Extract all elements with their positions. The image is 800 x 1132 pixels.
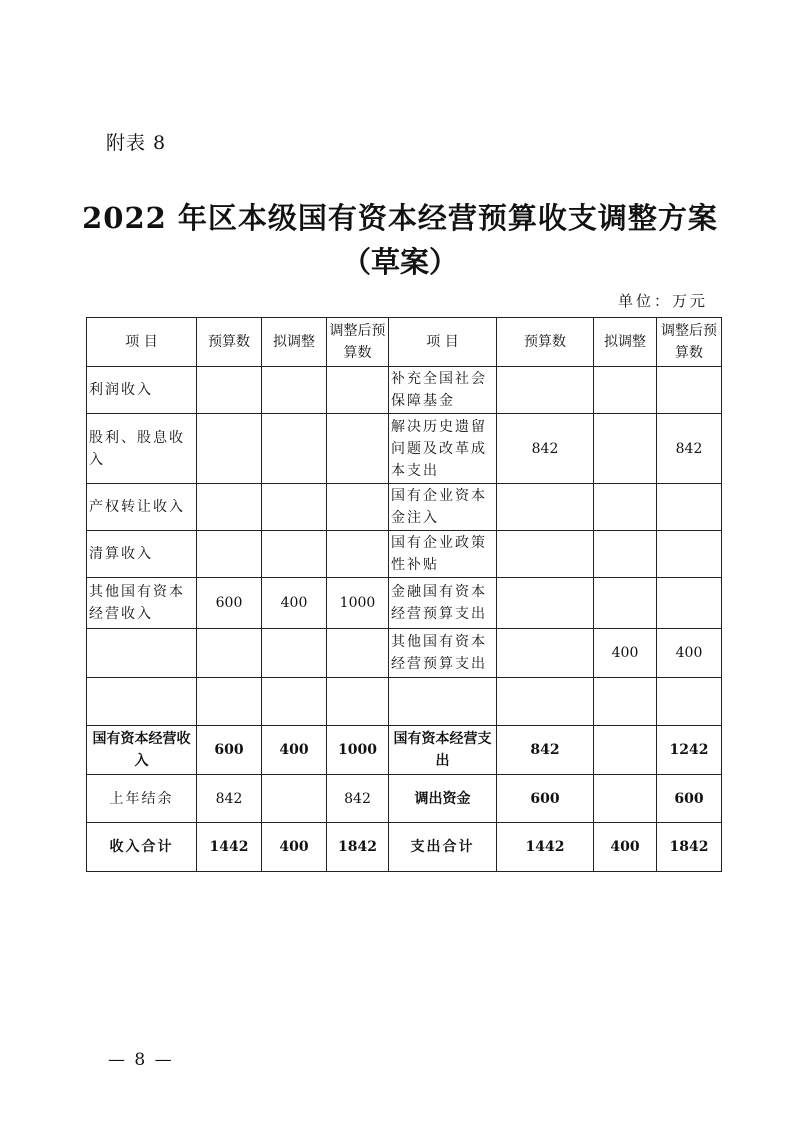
header-item-right: 项 目 [389,318,497,367]
cell [262,367,327,414]
cell [497,578,594,629]
cell: 收入合计 [87,823,197,872]
page-title: 2022 年区本级国有资本经营预算收支调整方案 [82,201,718,235]
cell [657,484,722,531]
cell [594,775,657,823]
cell [657,367,722,414]
cell: 400 [262,726,327,775]
cell: 600 [497,775,594,823]
cell: 842 [327,775,389,823]
cell: 国有资本经营收入 [87,726,197,775]
cell [497,531,594,578]
cell: 600 [197,578,262,629]
cell: 1242 [657,726,722,775]
cell [594,726,657,775]
cell: 国有企业资本金注入 [389,484,497,531]
cell: 国有企业政策性补贴 [389,531,497,578]
cell [197,414,262,484]
cell: 400 [262,823,327,872]
cell [262,629,327,678]
cell: 股利、股息收入 [87,414,197,484]
cell: 842 [497,726,594,775]
cell [594,414,657,484]
cell: 其他国有资本经营收入 [87,578,197,629]
table-row [87,578,722,629]
table-row-total [87,823,722,872]
page-subtitle: （草案） [341,245,458,279]
cell [327,414,389,484]
cell [262,414,327,484]
cell: 842 [497,414,594,484]
cell [594,578,657,629]
cell: 上年结余 [87,775,197,823]
budget-table [86,317,722,872]
cell [594,531,657,578]
table-header-row [87,318,722,367]
cell [327,678,389,726]
cell [497,367,594,414]
cell [197,484,262,531]
header-adjust-left: 拟调整 [262,318,327,367]
cell [262,484,327,531]
cell [389,678,497,726]
cell: 1000 [327,726,389,775]
cell: 补充全国社会保障基金 [389,367,497,414]
cell: 600 [197,726,262,775]
table-row [87,775,722,823]
cell [262,775,327,823]
page-number: — 8 — [108,1050,174,1070]
table-row [87,629,722,678]
cell [497,678,594,726]
cell [594,484,657,531]
cell [594,367,657,414]
cell [87,629,197,678]
cell: 400 [262,578,327,629]
table-row [87,531,722,578]
cell: 金融国有资本经营预算支出 [389,578,497,629]
cell [197,367,262,414]
table-row [87,678,722,726]
cell: 解决历史遗留问题及改革成本支出 [389,414,497,484]
cell [594,678,657,726]
cell: 支出合计 [389,823,497,872]
header-adjusted-right: 调整后预算数 [657,318,722,367]
cell: 国有资本经营支出 [389,726,497,775]
cell [657,578,722,629]
cell: 400 [594,823,657,872]
table-row [87,414,722,484]
cell: 利润收入 [87,367,197,414]
cell [262,531,327,578]
unit-label: 单位：万元 [617,292,708,310]
header-item-left: 项 目 [87,318,197,367]
cell [87,678,197,726]
cell [657,531,722,578]
cell: 842 [197,775,262,823]
cell: 1000 [327,578,389,629]
cell: 842 [657,414,722,484]
cell: 1442 [197,823,262,872]
cell [327,531,389,578]
cell: 其他国有资本经营预算支出 [389,629,497,678]
cell [197,678,262,726]
cell [327,367,389,414]
cell [497,484,594,531]
cell [327,629,389,678]
cell [327,484,389,531]
table-row [87,367,722,414]
cell [657,678,722,726]
cell: 产权转让收入 [87,484,197,531]
header-adjust-right: 拟调整 [594,318,657,367]
cell: 调出资金 [389,775,497,823]
cell: 600 [657,775,722,823]
header-budget-left: 预算数 [197,318,262,367]
cell [497,629,594,678]
attachment-label: 附表 8 [106,132,167,154]
cell: 400 [594,629,657,678]
table-row-subtotal [87,726,722,775]
header-adjusted-left: 调整后预算数 [327,318,389,367]
cell [262,678,327,726]
cell: 1842 [657,823,722,872]
cell: 1842 [327,823,389,872]
cell: 1442 [497,823,594,872]
cell: 清算收入 [87,531,197,578]
cell: 400 [657,629,722,678]
header-budget-right: 预算数 [497,318,594,367]
cell [197,629,262,678]
cell [197,531,262,578]
table-row [87,484,722,531]
